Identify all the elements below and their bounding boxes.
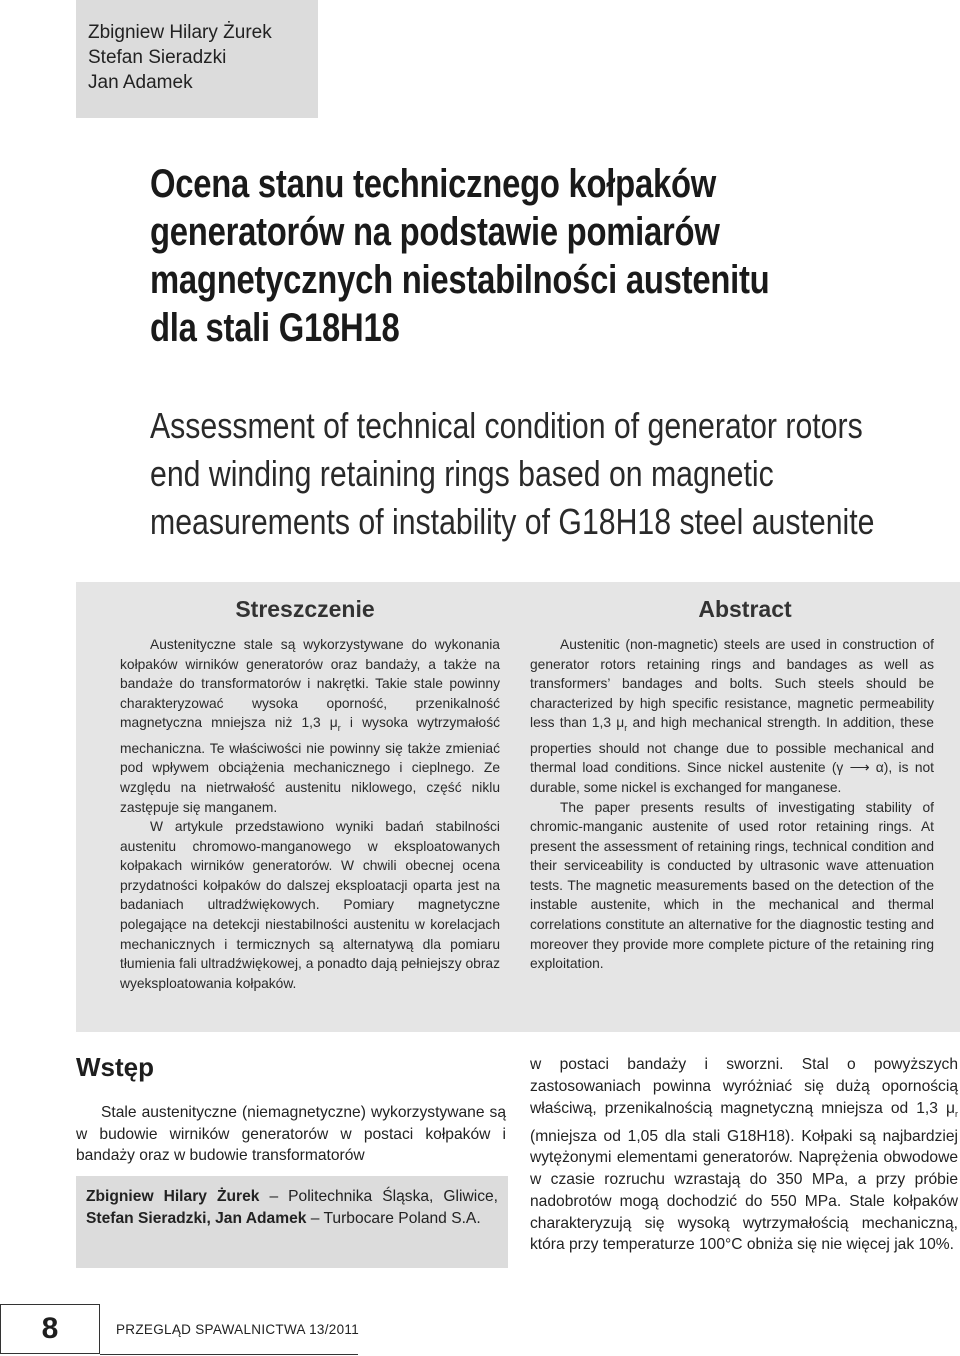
affiliation-name: Stefan Sieradzki, Jan Adamek xyxy=(86,1209,307,1227)
abstract-paragraph: The paper presents results of investigating stability of chromic-manganic austenite of used rotor retaining rings. At present the assessment of retaining rings, technical condition and their serviceability is conducted by ultrasonic wave attenuation tests. The magnetic measurements based on the detection of the instable austenite, which in the mechanical and thermal correlations constitute an alternative for the diagnostic testing and moreover they provide more complete picture of the retaining ring exploitation. xyxy=(530,799,934,972)
intro-paragraph-right xyxy=(530,1054,958,1256)
author-name: Jan Adamek xyxy=(88,72,193,93)
author-name: Zbigniew Hilary Żurek xyxy=(88,22,272,43)
streszczenie-paragraph: W artykule przedstawiono wyniki badań stabilności austenitu chromowo-manganowego w eksploatowanych kołpakach wirników generatorów. W chwili obecnej ocena przydatności kołpaków do dalszej eksploatacji oparta jest na badaniach ultradźwiękowych. Pomiary magnetyczne polegające na detekcji niestabilności austenitu w korelacjach mechanicznych i termicznych są alternatywą dla pomiaru tłumienia fali ultradźwiękowej, a ponadto dają pełniejszy obraz wyeksploatowania kołpaków. xyxy=(120,819,500,991)
subscript: r xyxy=(624,723,628,734)
abstract-body xyxy=(530,635,934,974)
subscript: r xyxy=(337,723,341,734)
affiliation-name: Zbigniew Hilary Żurek xyxy=(86,1188,260,1205)
authors-box xyxy=(76,0,318,118)
title-english xyxy=(150,402,906,546)
title-polish-line: dla stali G18H18 xyxy=(150,306,400,350)
text-run: Austenitic (non-magnetic) steels are used in construction of generator rotors retaining rings and bandages as well as transformers’ bandages and bolts. Such steels should be characterized by high specific resistance, magnetic permeability less than 1,3 μ xyxy=(530,637,934,731)
abstract-heading: Abstract xyxy=(698,596,792,622)
affiliation-institution: – Politechnika Śląska, Gliwice, xyxy=(259,1188,498,1205)
title-polish xyxy=(150,160,798,352)
abstract-paragraph xyxy=(530,635,934,798)
author-name: Stefan Sieradzki xyxy=(88,47,227,68)
streszczenie-body xyxy=(120,635,500,993)
title-english-line: measurements of instability of G18H18 steel austenite xyxy=(150,501,875,542)
text-run: Austenityczne stale są wykorzystywane do wykonania kołpaków wirników generatorów oraz bandaży, a także na bandaże do transformatorów i nakrętki. Takie stale powinny charakteryzować wysoka oporność, przenikalność magnetyczna mniejsza niż 1,3 μ xyxy=(120,637,500,731)
section-heading-wstep: Wstęp xyxy=(76,1052,154,1082)
subscript: r xyxy=(955,1108,958,1119)
text-run: and high mechanical strength. In addition, these properties should not change due to possible mechanical and thermal load conditions. Since nickel austenite (γ ⟶ α), is not durable, some nickel is exchanged for manganese. xyxy=(530,715,934,795)
page-number: 8 xyxy=(0,1304,100,1354)
affiliation-box xyxy=(76,1176,508,1268)
affiliation-institution: – Turbocare Poland S.A. xyxy=(306,1209,481,1227)
streszczenie-paragraph xyxy=(120,635,500,817)
intro-paragraph-left: Stale austenityczne (niemagnetyczne) wykorzystywane są w budowie wirników generatorów w postaci kołpaków i bandaży oraz w budowie transformatorów xyxy=(76,1104,506,1165)
title-polish-line: magnetycznych niestabilności austenitu xyxy=(150,258,770,302)
text-run: (mniejsza od 1,05 dla stali G18H18). Kołpaki są najbardziej wytężonymi elementami generatorów. Naprężenia obwodowe w czasie rozruchu wzrastają do 350 MPa, a przy próbie nadobrotów mogą dochodzić do 550 MPa. Stale kołpaków charakteryzują się wysoką wytrzymałością mechaniczną, która przy temperaturze 100°C obniża się nie więcej jak 10%. xyxy=(530,1127,958,1254)
text-run: i wysoka wytrzymałość mechaniczna. Te właściwości nie powinny się także zmieniać pod wpływem obciążenia mechanicznego i cieplnego. Ze względu na nietrwałość austenitu niklowego, część niklu zastępuje się manganem. xyxy=(120,715,500,815)
streszczenie-heading: Streszczenie xyxy=(235,596,375,622)
title-polish-line: generatorów na podstawie pomiarów xyxy=(150,210,720,254)
footer-rule xyxy=(100,1354,358,1355)
title-english-line: end winding retaining rings based on magnetic xyxy=(150,453,774,494)
title-english-line: Assessment of technical condition of generator rotors xyxy=(150,405,863,446)
title-polish-line: Ocena stanu technicznego kołpaków xyxy=(150,162,717,206)
text-run: w postaci bandaży i sworzni. Stal o powyższych zastosowaniach powinna wyróżniać się dużą opornością właściwą, przenikalnością magnetyczną mniejsza od 1,3 μ xyxy=(530,1056,958,1117)
journal-name: PRZEGLĄD SPAWALNICTWA 13/2011 xyxy=(116,1322,360,1337)
